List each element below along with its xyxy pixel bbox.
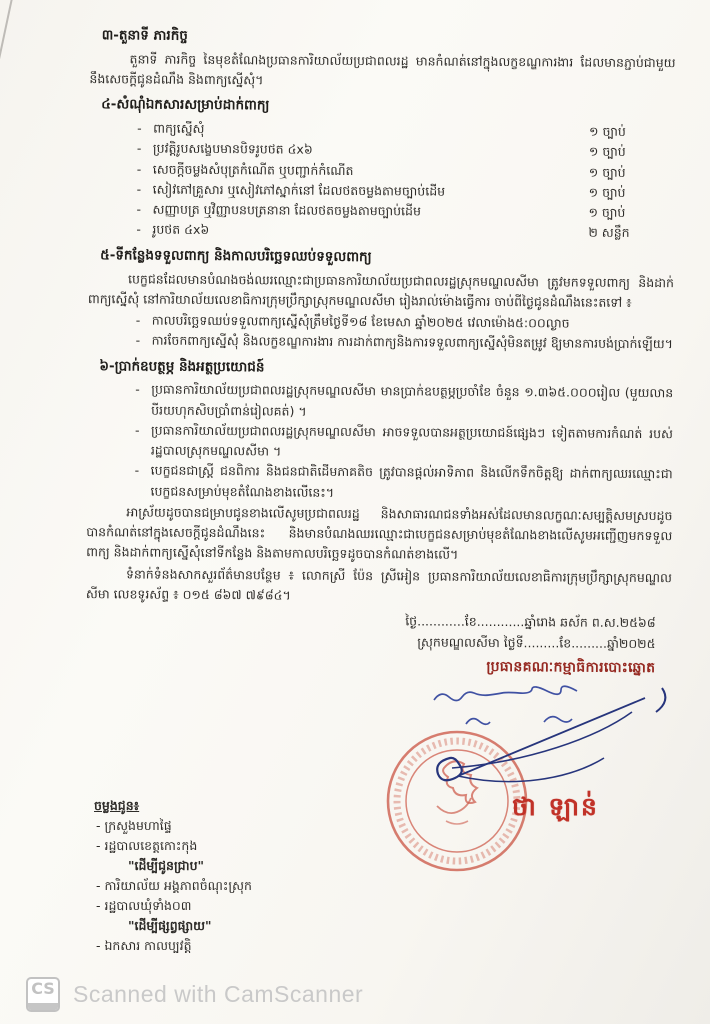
signature-ink [400, 676, 680, 806]
cc-item: - ក្រសួងមហាផ្ទៃ [96, 818, 172, 833]
dash-bullet: - [136, 161, 142, 177]
cc-list [94, 796, 252, 956]
section5-heading: ៥-ទីកន្លែងទទួលពាក្យ និងកាលបរិច្ឆេទឈប់ទទួលពាក្យ [100, 246, 372, 265]
section4-heading: ៤-សំណុំឯកសារសម្រាប់ដាក់ពាក្យ [101, 96, 270, 114]
cc-item: - ឯកសារ កាលប្បវត្តិ [96, 938, 192, 953]
dash-bullet: - [136, 181, 142, 197]
camscanner-logo-icon [26, 977, 60, 1012]
document-item-qty: ១ ច្បាប់ [588, 204, 626, 221]
cc-item: - ការិយាល័យ អង្គភាពចំណុះស្រុក [96, 878, 252, 893]
document-item-text: ប្រវត្តិរូបសង្ខេបមានបិទរូបថត ៤x៦ [152, 141, 313, 158]
dash-bullet: - [137, 120, 142, 136]
signer-name: ថា ឡាន់ [512, 792, 599, 821]
camscanner-logo-text: CS [31, 979, 55, 998]
watermark-text: Scanned with CamScanner [73, 981, 364, 1007]
dash-bullet: - [134, 422, 140, 438]
signer-title: ប្រធានគណៈកម្មាធិការបោះឆ្នោត [486, 658, 656, 676]
document-item-text: រូបថត ៤x៦ [152, 222, 210, 238]
lunar-date-line: ថ្ងៃ............ខែ............ឆ្នាំរោង ឆស័ក ព.ស.២៥៦៨ [405, 613, 656, 631]
document-item-qty: ១ ច្បាប់ [588, 184, 626, 200]
dash-bullet: - [136, 201, 142, 217]
document-item-qty: ១ ច្បាប់ [588, 164, 626, 180]
cc-label: ចម្លងជូន៖ [94, 798, 140, 813]
cc-note: "ដើម្បីជូនជ្រាប" [128, 858, 205, 873]
document-item-text: សៀវភៅគ្រួសារ ឬសៀវភៅស្នាក់នៅ ដែលថតចម្លងតាមច្បាប់ដើម [152, 181, 446, 199]
section5-paragraph: បេក្ខជនដែលមានបំណងចង់ឈរឈ្មោះជាប្រធានការិយាល័យប្រជាពលរដ្ឋស្រុកមណ្ឌលសីមា ត្រូវមកទទួលពាក្យ និងដាក់ពាក្យស្នើសុំ នៅការិយាល័យលេខាធិការក្រុមប្រឹក្សាស្រុកមណ្ឌលសីមា រៀងរាល់ម៉ោងធ្វើការ ចាប់ពីថ្ងៃជូនដំណឹងនេះតទៅ ៖ [87, 271, 675, 310]
camscanner-watermark [26, 977, 363, 1012]
gregorian-date-line: ស្រុកមណ្ឌលសីមា ថ្ងៃទី.........ខែ.........ឆ្នាំ២០២៥ [417, 634, 656, 652]
section6-heading: ៦-ប្រាក់ឧបត្ថម្ភ និងអត្ថប្រយោជន៍ [99, 357, 265, 375]
bullet-text: ប្រធានការិយាល័យប្រជាពលរដ្ឋស្រុកមណ្ឌលសីមា មានប្រាក់ឧបត្ថម្ភប្រចាំខែ ចំនួន ១.៣៦៥.០០០រៀល (មួយលាន បីរយហុកសិបប្រាំពាន់រៀលគត់) ។ [151, 382, 674, 419]
document-item-qty: ២ សន្លឹក [588, 225, 630, 241]
document-item-qty: ១ ច្បាប់ [588, 144, 626, 160]
contact-paragraph: ទំនាក់ទំនងសាកសួរព័ត៌មានបន្ថែម ៖ លោកស្រី ប៉ែន ស្រីអៀន ប្រធានការិយាល័យលេខាធិការក្រុមប្រឹក្សាស្រុកមណ្ឌលសីមា លេខទូរស័ព្ទ ៖ ០១៥ ៨៦៧ ៧៩៨៤។ [85, 566, 673, 603]
dash-bullet: - [134, 462, 140, 478]
bullet-text: កាលបរិច្ឆេទឈប់ទទួលពាក្យស្នើសុំត្រឹមថ្ងៃទី១៨ ខែមេសា ឆ្នាំ២០២៥ វេលាម៉ោង៥:០០ល្ងាច [151, 312, 570, 331]
cc-note: "ដើម្បីផ្សព្វផ្សាយ" [128, 918, 212, 933]
dash-bullet: - [135, 312, 141, 328]
dash-bullet: - [136, 140, 142, 156]
section6-bullet [135, 420, 673, 464]
cc-item: - រដ្ឋបាលឃុំទាំង០៣ [96, 898, 192, 913]
section3-heading: ៣-តួនាទី ភារកិច្ច [101, 27, 188, 44]
document-item [136, 220, 674, 244]
dash-bullet: - [135, 332, 141, 348]
signature-block [85, 608, 655, 679]
camscanner-logo-strip [28, 1003, 58, 1010]
section6-bullet [135, 380, 673, 424]
closing-paragraph: អាស្រ័យដូចបានជម្រាបជូនខាងលើសូមប្រជាពលរដ្ឋ និងសាធារណជនទាំងអស់ដែលមានលក្ខណៈសម្បត្តិសមស្របដូចបានកំណត់នៅក្នុងសេចក្តីជូនដំណឹងនេះ និងមានបំណងឈរឈ្មោះជាបេក្ខជនសម្រាប់មុខតំណែងខាងលើសូមអញ្ជើញមកទទួលពាក្យ និងដាក់ពាក្យស្នើសុំនៅទីកន្លែង និងតាមកាលបរិច្ឆេទដូចបានកំណត់ខាងលើ។ [86, 504, 673, 563]
document-item-qty: ១ ច្បាប់ [589, 123, 626, 140]
required-documents-list [136, 119, 675, 244]
section5-bullet [136, 331, 674, 355]
bullet-text: ការចែកពាក្យស្នើសុំ និងលក្ខខណ្ឌការងារ ការដាក់ពាក្យនិងការទទួលពាក្យស្នើសុំមិនតម្រូវ ឱ្យមានការបង់ប្រាក់ឡើយ។ [151, 332, 673, 352]
section3-paragraph: តួនាទី ភារកិច្ច នៃមុខតំណែងប្រធានការិយាល័យប្រជាពលរដ្ឋ មានកំណត់នៅក្នុងលក្ខខណ្ឌការងារ ដែលមានភ្ជាប់ជាមួយនឹងសេចក្តីជូនដំណឹង និងពាក្យស្នើសុំ។ [89, 51, 676, 88]
document-item-text: ពាក្យស្នើសុំ [153, 120, 205, 137]
section6-bullet [134, 461, 672, 505]
document-item-text: សេចក្តីចម្លងសំបុត្រកំណើត ឬបញ្ជាក់កំណើត [152, 161, 354, 178]
bullet-text: បេក្ខជនជាស្ត្រី ជនពិការ និងជនជាតិដើមភាគតិច ត្រូវបានផ្តល់អាទិភាព និងលើកទឹកចិត្តឱ្យ ដាក់ពាក្យឈរឈ្មោះជាបេក្ខជនសម្រាប់មុខតំណែងខាងលើនេះ។ [150, 463, 673, 500]
document-item-text: សញ្ញាបត្រ ឬវិញ្ញាបនបត្រនានា ដែលថតចម្លងតាមច្បាប់ដើម [152, 201, 421, 219]
cc-item: - រដ្ឋបាលខេត្តកោះកុង [96, 838, 198, 853]
dash-bullet: - [136, 221, 141, 237]
dash-bullet: - [135, 381, 140, 397]
bullet-text: ប្រធានការិយាល័យប្រជាពលរដ្ឋស្រុកមណ្ឌលសីមា អាចទទួលបានអត្ថប្រយោជន៍ផ្សេងៗ ទៀតតាមការកំណត់ របស់រដ្ឋបាលស្រុកមណ្ឌលសីមា ។ [150, 422, 674, 459]
